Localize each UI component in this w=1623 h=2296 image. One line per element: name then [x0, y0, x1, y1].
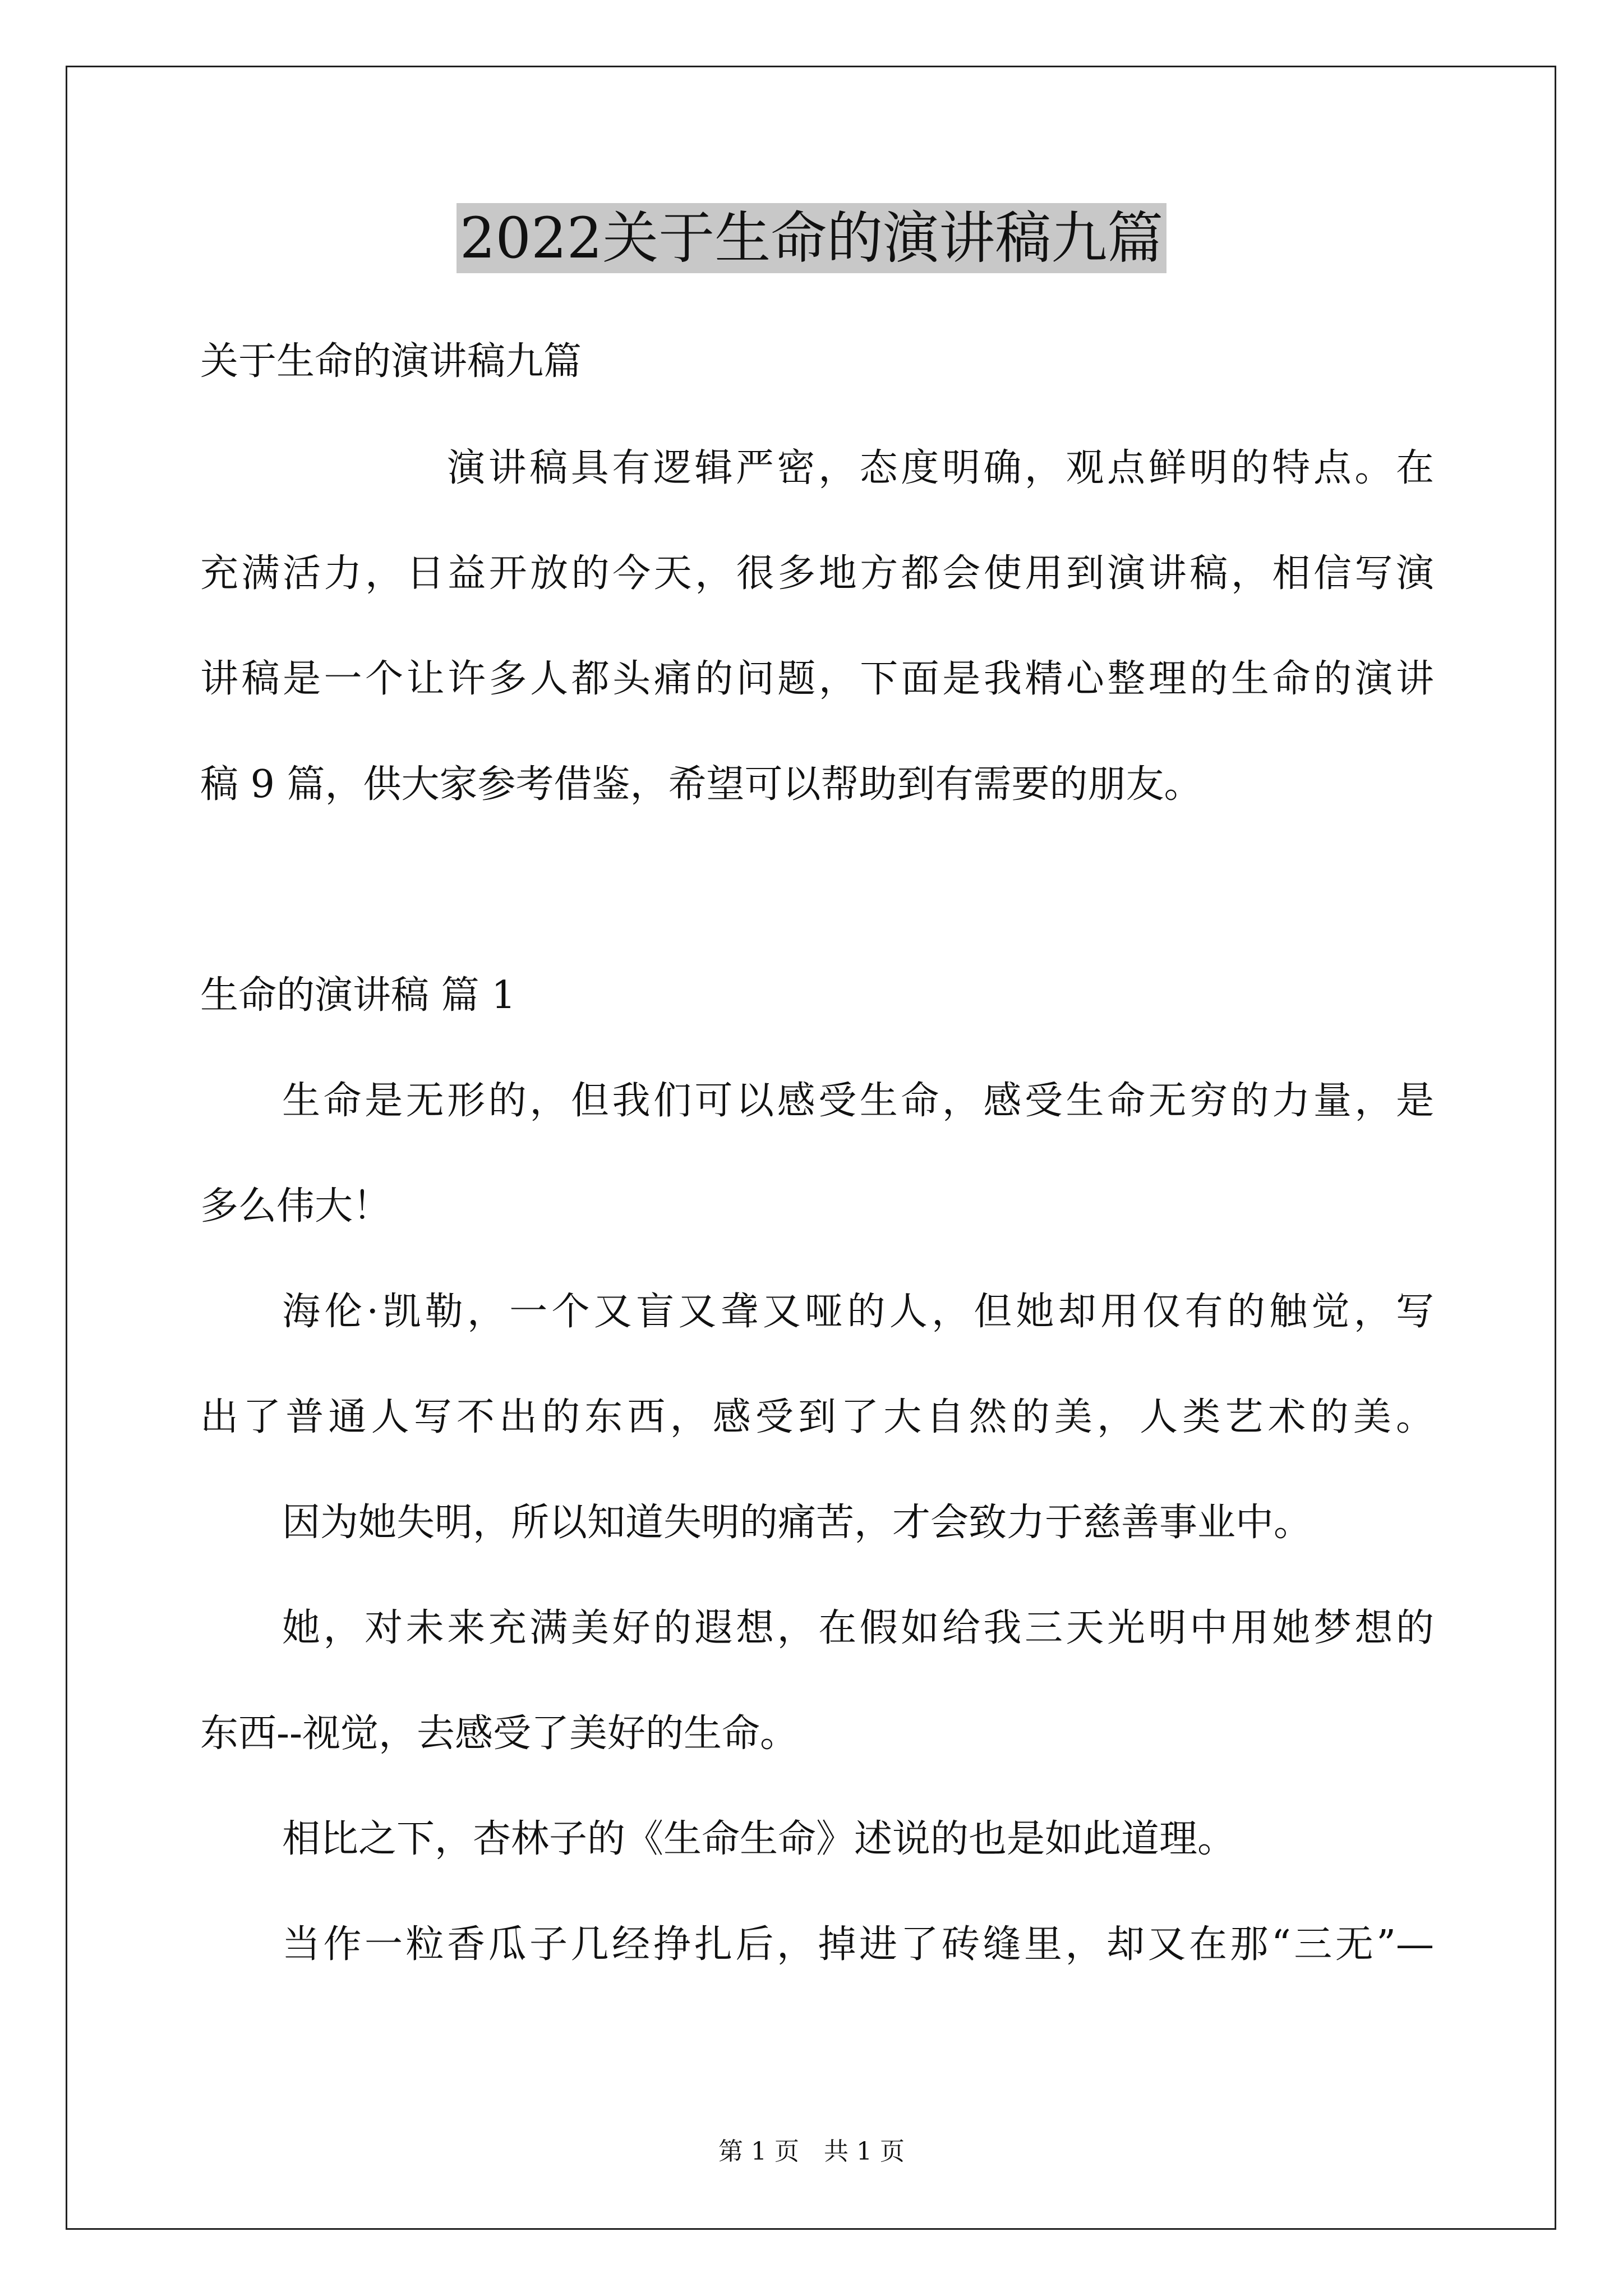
body-line: 因为她失明，所以知道失明的痛苦，才会致力于慈善事业中。: [282, 1501, 1312, 1545]
body-line: 多么伟大！: [200, 1184, 391, 1228]
body-line: 当作一粒香瓜子几经挣扎后，掉进了砖缝里，却又在那“三无”—: [282, 1922, 1434, 1967]
page-total: 共 1 页: [824, 2137, 905, 2166]
page-frame: [66, 66, 1556, 2230]
document-title: [0, 202, 1623, 275]
body-line: 出了普通人写不出的东西，感受到了大自然的美，人类艺术的美。: [200, 1395, 1434, 1439]
body-line: 海伦·凯勒，一个又盲又聋又哑的人，但她却用仅有的触觉，写: [282, 1290, 1434, 1334]
body-line: 相比之下，杏林子的《生命生命》述说的也是如此道理。: [282, 1817, 1236, 1861]
intro-line: 稿 9 篇，供大家参考借鉴，希望可以帮助到有需要的朋友。: [200, 762, 1202, 807]
document-subtitle: 关于生命的演讲稿九篇: [200, 339, 582, 384]
intro-line: 讲稿是一个让许多人都头痛的问题，下面是我精心整理的生命的演讲: [200, 657, 1434, 701]
intro-line: 充满活力，日益开放的今天，很多地方都会使用到演讲稿，相信写演: [200, 551, 1434, 596]
body-line: 她，对未来充满美好的遐想，在假如给我三天光明中用她梦想的: [282, 1606, 1434, 1650]
body-line: 东西--视觉，去感受了美好的生命。: [200, 1711, 798, 1756]
section-heading: 生命的演讲稿 篇 1: [200, 973, 516, 1018]
page-footer: [0, 2136, 1623, 2168]
body-line: 生命是无形的，但我们可以感受生命，感受生命无穷的力量，是: [282, 1079, 1434, 1123]
page-number: 第 1 页: [718, 2137, 799, 2166]
intro-line: 演讲稿具有逻辑严密，态度明确，观点鲜明的特点。在: [447, 446, 1434, 490]
document-title-text: 2022关于生命的演讲稿九篇: [457, 203, 1167, 273]
